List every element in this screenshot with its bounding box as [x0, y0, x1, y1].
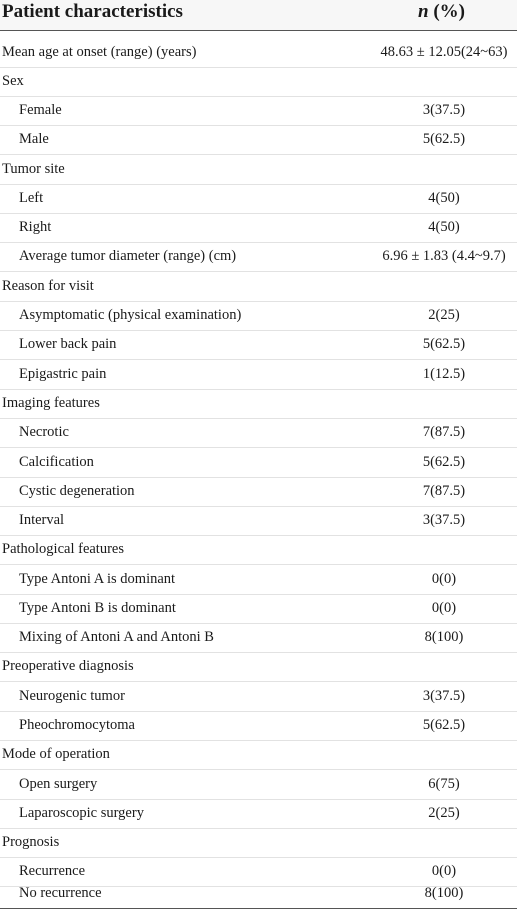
row-value: 6.96 ± 1.83 (4.4~9.7) [382, 248, 506, 264]
table-row [0, 96, 517, 126]
row-value: 8(100) [424, 629, 464, 645]
row-label: Asymptomatic (physical examination) [19, 307, 242, 323]
table-row [0, 184, 517, 214]
row-value: 48.63 ± 12.05(24~63) [380, 44, 508, 60]
row-label: Left [19, 190, 44, 206]
row-value: 7(87.5) [422, 483, 466, 499]
table-row [0, 418, 517, 448]
row-value: 3(37.5) [422, 102, 466, 118]
header-characteristics: Patient characteristics [2, 1, 183, 22]
row-label: Interval [19, 512, 65, 528]
row-value [340, 535, 517, 564]
table-row [0, 770, 517, 800]
row-value [340, 67, 517, 96]
row-value: 0(0) [431, 600, 457, 616]
row-value: 6(75) [428, 776, 460, 792]
row-value: 3(37.5) [422, 512, 466, 528]
table-row [0, 565, 517, 595]
row-value: 2(25) [428, 805, 460, 821]
table-row [0, 125, 517, 155]
table-row [0, 360, 517, 390]
row-label: Tumor site [2, 161, 65, 177]
row-value: 8(100) [424, 885, 464, 901]
table-row [0, 448, 517, 478]
table-row [0, 67, 517, 97]
row-label: Calcification [19, 454, 94, 470]
header-percent: (%) [428, 1, 465, 22]
table-row [0, 828, 517, 858]
header-n: n [418, 1, 429, 22]
table-row [0, 506, 517, 536]
table-row [0, 301, 517, 331]
table-row [0, 477, 517, 507]
row-value: 3(37.5) [422, 688, 466, 704]
row-value: 4(50) [428, 219, 460, 235]
row-value [340, 155, 517, 184]
table-row [0, 652, 517, 682]
row-value: 5(62.5) [422, 336, 466, 352]
row-label: Necrotic [19, 424, 69, 440]
row-value: 2(25) [428, 307, 460, 323]
row-label: Pathological features [2, 541, 124, 557]
row-value: 7(87.5) [422, 424, 466, 440]
row-label: Cystic degeneration [19, 483, 135, 499]
row-label: Epigastric pain [19, 366, 107, 382]
row-label: Pheochromocytoma [19, 717, 135, 733]
row-label: Laparoscopic surgery [19, 805, 144, 821]
row-value: 0(0) [431, 863, 457, 879]
table-row [0, 155, 517, 185]
row-label: Lower back pain [19, 336, 117, 352]
row-value [340, 828, 517, 857]
row-label: Prognosis [2, 834, 60, 850]
row-value [340, 740, 517, 769]
row-label: Recurrence [19, 863, 86, 879]
row-label: Mean age at onset (range) (years) [2, 44, 197, 60]
row-label: Mode of operation [2, 746, 110, 762]
row-label: Open surgery [19, 776, 98, 792]
row-value: 5(62.5) [422, 717, 466, 733]
row-label: Mixing of Antoni A and Antoni B [19, 629, 214, 645]
table-row [0, 38, 517, 68]
row-label: Sex [2, 73, 24, 89]
row-label: Type Antoni A is dominant [19, 571, 176, 587]
row-value [340, 272, 517, 301]
row-value: 4(50) [428, 190, 460, 206]
row-value [340, 389, 517, 418]
table-row [0, 740, 517, 770]
table-row [0, 711, 517, 741]
row-label: Reason for visit [2, 278, 94, 294]
table-row [0, 879, 517, 909]
row-label: Male [19, 131, 49, 147]
header-n-percent [418, 1, 465, 23]
table-row [0, 594, 517, 624]
row-value [340, 652, 517, 681]
row-label: Type Antoni B is dominant [19, 600, 176, 616]
table-row [0, 799, 517, 829]
row-value: 5(62.5) [422, 454, 466, 470]
table-header [0, 0, 517, 31]
row-label: Female [19, 102, 62, 118]
table-row [0, 389, 517, 419]
table-row [0, 213, 517, 243]
row-label: Neurogenic tumor [19, 688, 125, 704]
row-value: 1(12.5) [422, 366, 466, 382]
table-row [0, 272, 517, 302]
table-row [0, 682, 517, 712]
row-label: No recurrence [19, 885, 102, 901]
table-row [0, 623, 517, 653]
row-value: 5(62.5) [422, 131, 466, 147]
table-row [0, 535, 517, 565]
row-label: Preoperative diagnosis [2, 658, 134, 674]
row-label: Right [19, 219, 52, 235]
row-value: 0(0) [431, 571, 457, 587]
row-label: Imaging features [2, 395, 100, 411]
table-row [0, 330, 517, 360]
row-label: Average tumor diameter (range) (cm) [19, 248, 237, 264]
table-row [0, 242, 517, 272]
